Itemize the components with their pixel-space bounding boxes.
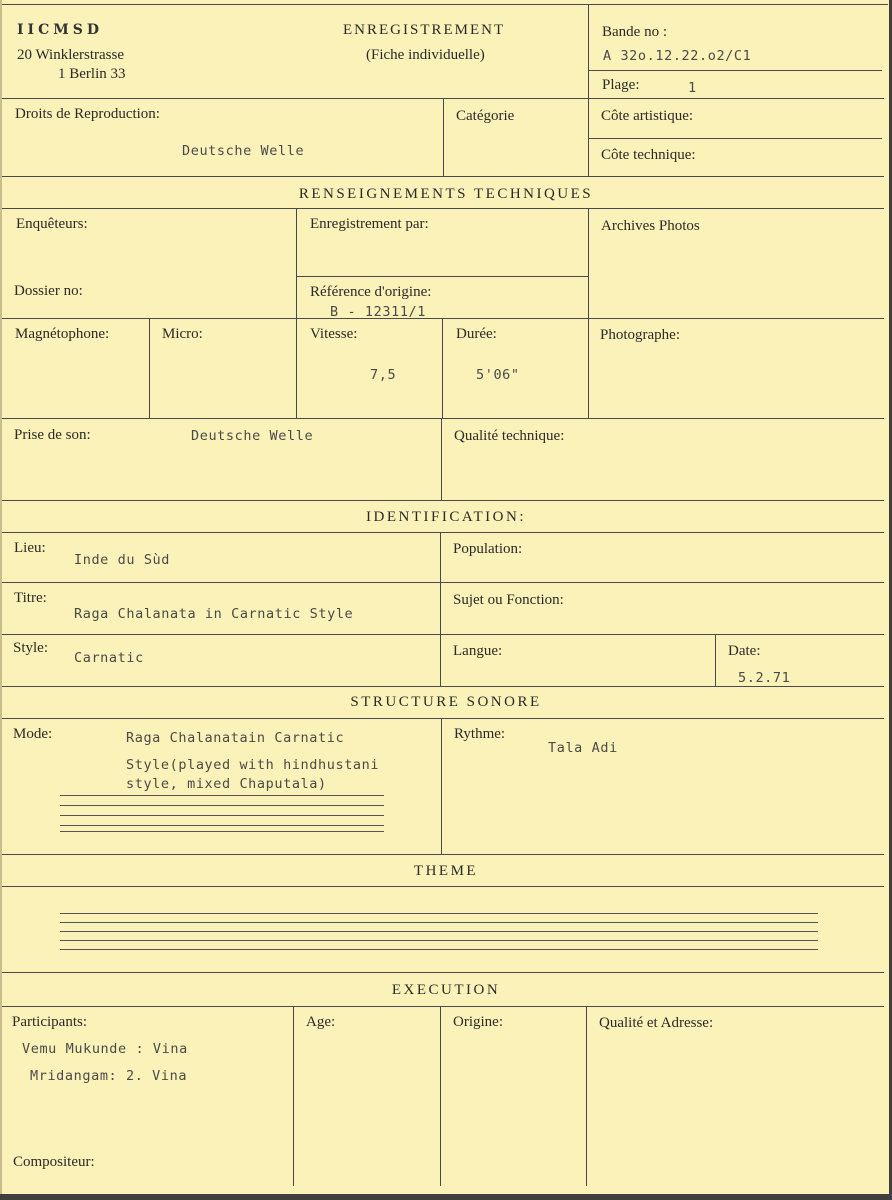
population-label: Population: [453,541,523,557]
style-value: Carnatic [74,650,144,666]
titre-value: Raga Chalanata in Carnatic Style [74,606,354,622]
vline-qualite [441,418,442,500]
mode-rule-4 [60,825,384,826]
divider-enreg [296,276,588,277]
divider-theme-title [0,886,884,887]
participants-label: Participants: [12,1014,87,1030]
mode-label: Mode: [13,726,53,742]
rythme-value: Tala Adi [548,740,618,756]
section-title-technical: RENSEIGNEMENTS TECHNIQUES [298,186,594,202]
divider-bande-plage [588,70,882,71]
archives-photos-label: Archives Photos [601,218,700,234]
form-subtitle: (Fiche individuelle) [366,47,485,63]
compositeur-label: Compositeur: [13,1154,95,1170]
vline-micro [149,318,150,418]
divider-exec-title [0,1006,884,1007]
plage-value: 1 [688,80,697,96]
langue-label: Langue: [453,643,503,659]
divider-titre [0,634,884,635]
style-label: Style: [13,640,49,656]
vline-rythme [441,718,442,854]
qualite-adresse-label: Qualité et Adresse: [599,1015,714,1031]
section-title-theme: THEME [413,863,479,879]
enqueteurs-label: Enquêteurs: [16,216,88,232]
reference-value: B - 12311/1 [330,304,427,320]
vline-categorie [443,98,444,176]
mode-rule-1 [60,795,384,796]
plage-label: Plage: [602,77,640,93]
theme-rule-2 [60,922,818,923]
divider-ident-title [0,532,884,533]
mode-rule-2 [60,805,384,806]
vline-header-right [588,4,589,176]
vline-tech-a [296,208,297,418]
participant-2: Mridangam: 2. Vina [30,1068,188,1084]
prise-label: Prise de son: [14,427,91,443]
mode-rule-5 [60,831,384,832]
enregistrement-par-label: Enregistrement par: [310,216,429,232]
vline-tech-b [588,208,589,418]
vline-date [715,634,716,686]
titre-label: Titre: [14,590,47,606]
form-title: ENREGISTREMENT [343,22,506,38]
droits-value: Deutsche Welle [182,143,305,159]
mode-line2: Style(played with hindhustani [126,757,380,773]
cote-technique-label: Côte technique: [601,147,696,163]
qualite-technique-label: Qualité technique: [454,428,565,444]
bande-value: A 32o.12.22.o2/C1 [603,48,752,64]
section-title-identification: IDENTIFICATION: [366,509,526,525]
age-label: Age: [306,1014,336,1030]
vitesse-label: Vitesse: [310,326,358,342]
divider-tech-title [0,208,884,209]
lieu-value: Inde du Sùd [74,552,171,568]
vline-ident [440,532,441,686]
theme-rule-3 [60,931,818,932]
origine-label: Origine: [453,1014,503,1030]
date-value: 5.2.71 [738,670,791,686]
divider-prise [0,500,884,501]
divider-rights [0,176,884,177]
divider-theme [0,972,884,973]
address-line1: 20 Winklerstrasse [17,47,125,63]
categorie-label: Catégorie [456,108,515,124]
magnetophone-label: Magnétophone: [15,326,110,342]
top-border [0,4,888,5]
divider-mode [0,854,884,855]
duree-label: Durée: [456,326,497,342]
vline-qualite-adresse [586,1006,587,1186]
divider-struct-title [0,718,884,719]
photographe-label: Photographe: [600,327,680,343]
dossier-label: Dossier no: [14,283,83,299]
divider-lieu [0,582,884,583]
mode-line1: Raga Chalanatain Carnatic [126,730,345,746]
mode-rule-3 [60,815,384,816]
divider-style [0,686,884,687]
section-title-structure: STRUCTURE SONORE [350,694,542,710]
address-line2: 1 Berlin 33 [58,66,126,82]
section-title-execution: EXECUTION [391,982,501,998]
rythme-label: Rythme: [454,726,506,742]
institution-logo: IICMSD [17,22,103,38]
cote-artistique-label: Côte artistique: [601,108,694,124]
droits-label: Droits de Reproduction: [15,106,160,122]
divider-header [0,98,884,99]
prise-value: Deutsche Welle [191,428,314,444]
card-left-edge [0,0,2,1200]
duree-value: 5'06" [476,367,520,383]
date-label: Date: [728,643,761,659]
divider-equipment [0,418,884,419]
vline-duree [442,318,443,418]
theme-rule-5 [60,949,818,950]
vitesse-value: 7,5 [370,367,397,383]
vline-age [293,1006,294,1186]
card-bottom-edge [0,1194,892,1200]
micro-label: Micro: [162,326,203,342]
divider-cote [588,138,882,139]
vline-origine [440,1006,441,1186]
participant-1: Vemu Mukunde : Vina [22,1041,188,1057]
mode-line3: style, mixed Chaputala) [126,776,327,792]
theme-rule-4 [60,940,818,941]
lieu-label: Lieu: [14,540,46,556]
sujet-label: Sujet ou Fonction: [453,592,564,608]
bande-label: Bande no : [602,24,667,40]
reference-label: Référence d'origine: [310,284,432,300]
theme-rule-1 [60,913,818,914]
